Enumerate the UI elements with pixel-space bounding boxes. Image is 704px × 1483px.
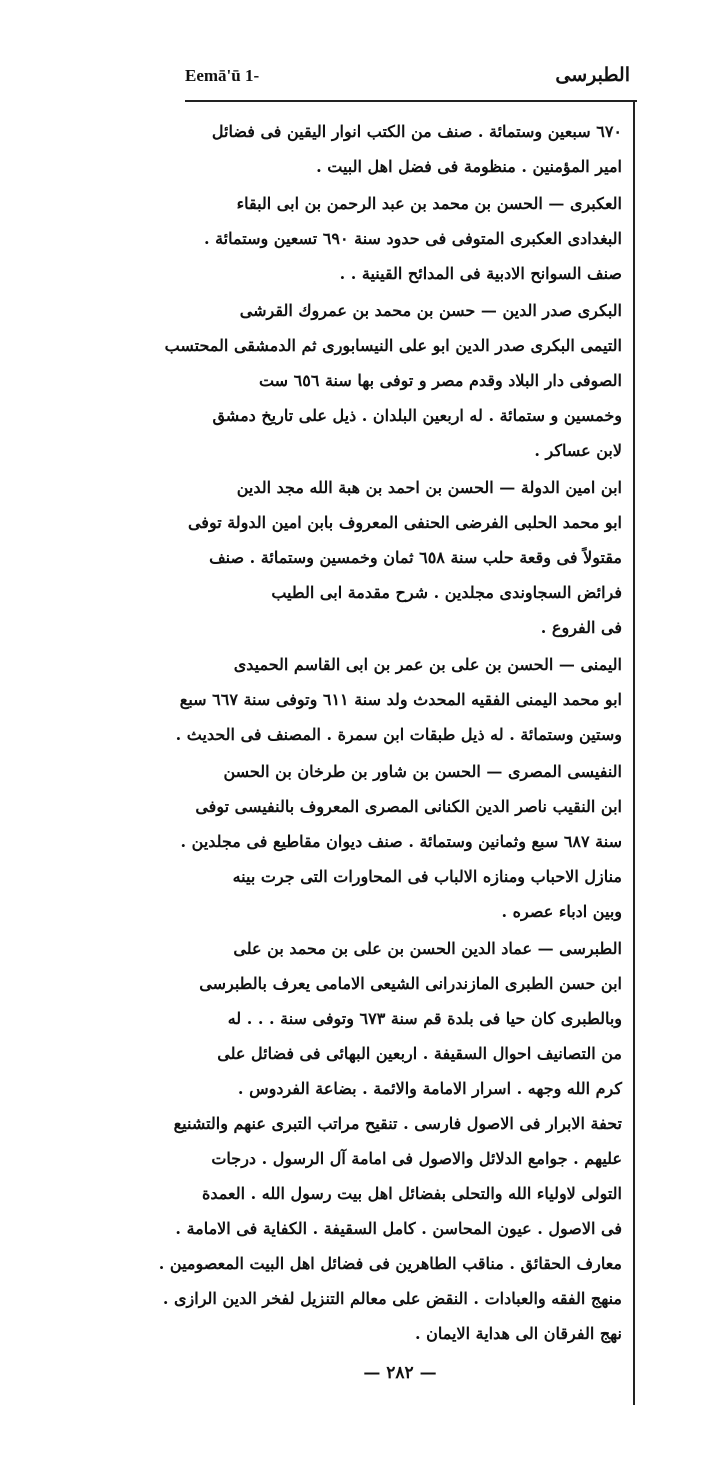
text-line: الصوفى دار البلاد وقدم مصر و توفى بها سنة ٦٥٦ ست bbox=[258, 371, 622, 390]
text-line: ابن امين الدولة — الحسن بن احمد بن هبة الله مجد الدين bbox=[236, 478, 622, 497]
text-line: ابن النقيب ناصر الدين الكنانى المصرى المعروف بالنفيسى توفى bbox=[195, 797, 622, 816]
text-line: الطبرسى — عماد الدين الحسن بن على بن محمد بن على bbox=[233, 939, 622, 958]
text-line: تحفة الابرار فى الاصول فارسى . تنقيح مراتب التبرى عنهم والتشنيع bbox=[173, 1114, 622, 1133]
entry-paragraph bbox=[185, 470, 622, 645]
text-line: ابو محمد الحلبى الفرضى الحنفى المعروف بابن امين الدولة توفى bbox=[187, 513, 622, 532]
text-line: البكرى صدر الدين — حسن بن محمد بن عمروك القرشى bbox=[239, 301, 622, 320]
text-line: ابن حسن الطبرى المازندرانى الشيعى الامامى يعرف بالطبرسى bbox=[199, 974, 622, 993]
header-rule bbox=[185, 100, 637, 102]
text-line: العكبرى — الحسن بن محمد بن عبد الرحمن بن ابى البقاء bbox=[236, 194, 622, 213]
column-rule bbox=[633, 100, 635, 1405]
text-line: النفيسى المصرى — الحسن بن شاور بن طرخان بن الحسن bbox=[223, 762, 622, 781]
entry-paragraph bbox=[158, 931, 622, 1351]
text-line: صنف السوانح الادبية فى المدائح القينية . . bbox=[339, 264, 622, 283]
text-line: فى الاصول . عيون المحاسن . كامل السقيفة . الكفاية فى الامامة . bbox=[175, 1219, 622, 1238]
text-line: وبالطبرى كان حيا فى بلدة قم سنة ٦٧٣ وتوفى سنة . . . له bbox=[227, 1009, 622, 1028]
running-head bbox=[185, 66, 630, 96]
header-title: الطبرسى bbox=[555, 64, 630, 86]
text-line: اليمنى — الحسن بن على بن عمر بن ابى القاسم الحميدى bbox=[233, 655, 622, 674]
text-line: نهج الفرقان الى هداية الايمان . bbox=[415, 1324, 622, 1343]
text-column bbox=[158, 114, 622, 1353]
text-line: وبين ادباء عصره . bbox=[501, 902, 622, 921]
page-number: — ٢٨٢ — bbox=[363, 1363, 437, 1383]
text-line: وخمسين و ستمائة . له اربعين البلدان . ذيل على تاريخ دمشق bbox=[212, 406, 622, 425]
text-line: فرائض السجاوندى مجلدين . شرح مقدمة ابى الطيب bbox=[271, 583, 622, 602]
text-line: من التصانيف احوال السقيفة . اربعين البهائى فى فضائل على bbox=[217, 1044, 622, 1063]
text-line: ابو محمد اليمنى الفقيه المحدث ولد سنة ٦١١ وتوفى سنة ٦٦٧ سبع bbox=[179, 690, 622, 709]
entry-paragraph bbox=[185, 186, 622, 291]
text-line: التيمى البكرى صدر الدين ابو على النيسابورى ثم الدمشقى المحتسب bbox=[164, 336, 622, 355]
text-line: فى الفروع . bbox=[540, 618, 622, 637]
text-line: منهج الفقه والعبادات . النقض على معالم التنزيل لفخر الدين الرازى . bbox=[162, 1289, 622, 1308]
text-line: عليهم . جوامع الدلائل والاصول فى امامة آل الرسول . درجات bbox=[211, 1149, 622, 1168]
entry-paragraph bbox=[164, 293, 622, 468]
text-line: لابن عساكر . bbox=[534, 441, 622, 460]
text-line: التولى لاولياء الله والتحلى بفضائل اهل بيت رسول الله . العمدة bbox=[201, 1184, 622, 1203]
text-line: ٦٧٠ سبعين وستمائة . صنف من الكتب انوار اليقين فى فضائل bbox=[211, 122, 622, 141]
text-line: معارف الحقائق . مناقب الطاهرين فى فضائل اهل البيت المعصومين . bbox=[158, 1254, 622, 1273]
entry-paragraph bbox=[185, 114, 622, 184]
text-line: وستين وستمائة . له ذيل طبقات ابن سمرة . المصنف فى الحديث . bbox=[175, 725, 622, 744]
text-line: منازل الاحباب ومنازه الالباب فى المحاورات التى جرت بينه bbox=[232, 867, 622, 886]
text-line: البغدادى العكبرى المتوفى فى حدود سنة ٦٩٠ تسعين وستمائة . bbox=[203, 229, 622, 248]
text-line: امير المؤمنين . منظومة فى فضل اهل البيت . bbox=[316, 157, 622, 176]
entry-paragraph bbox=[175, 647, 622, 752]
entry-paragraph bbox=[180, 754, 622, 929]
text-line: سنة ٦٨٧ سبع وثمانين وستمائة . صنف ديوان مقاطيع فى مجلدين . bbox=[180, 832, 622, 851]
text-line: كرم الله وجهه . اسرار الامامة والائمة . بضاعة الفردوس . bbox=[237, 1079, 622, 1098]
header-code: Eemā'ū 1- bbox=[185, 66, 260, 85]
text-line: مقتولاً فى وقعة حلب سنة ٦٥٨ ثمان وخمسين وستمائة . صنف bbox=[209, 548, 622, 567]
